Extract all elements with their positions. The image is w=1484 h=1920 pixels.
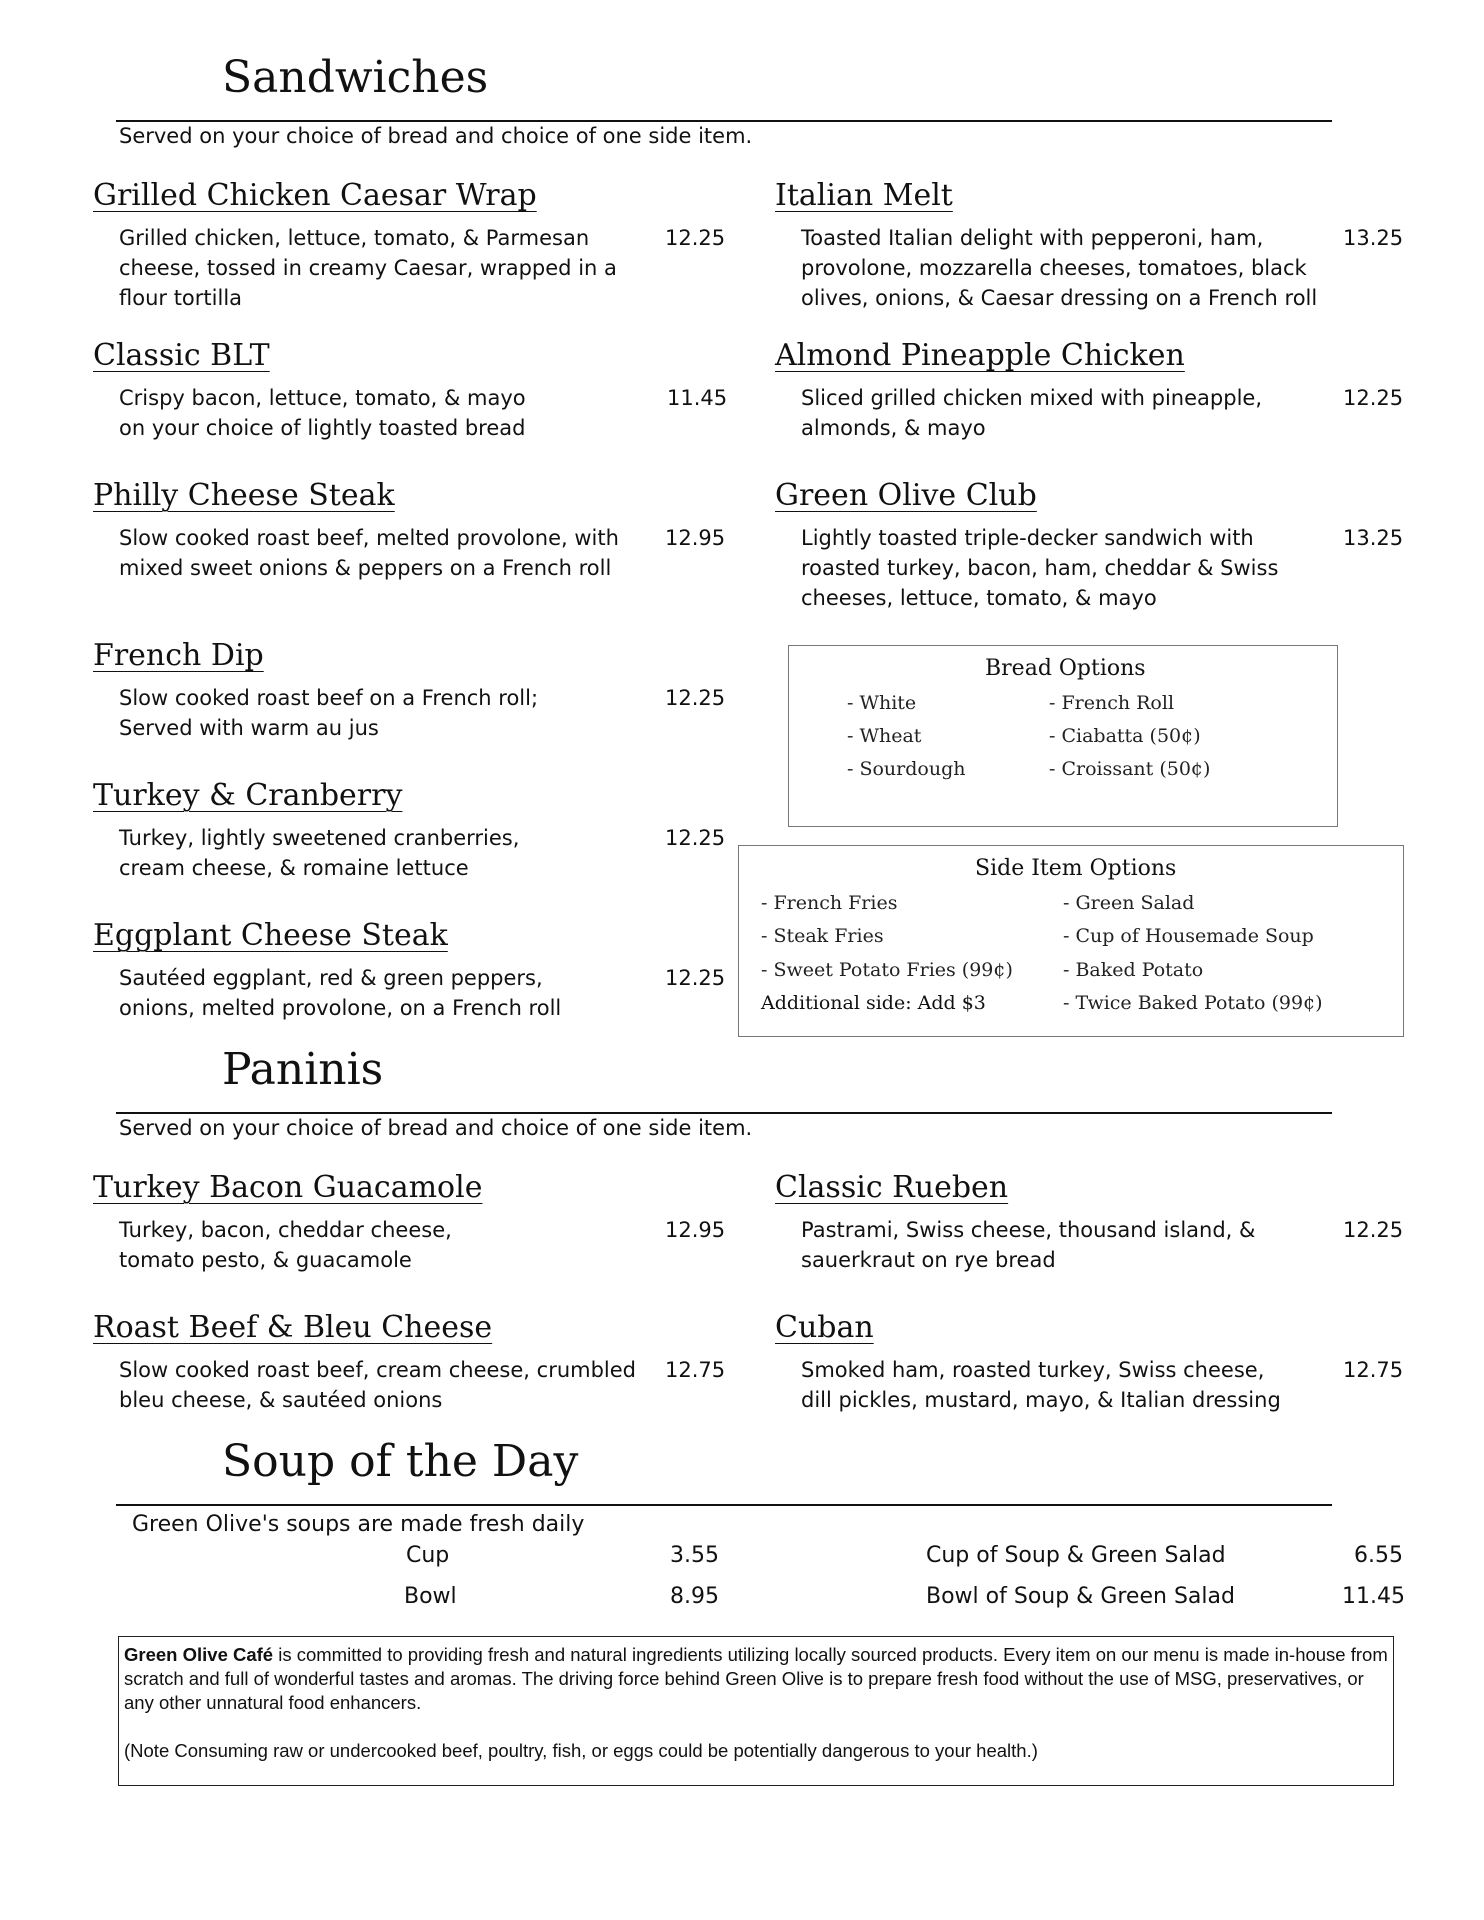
side-option: - Twice Baked Potato (99¢) bbox=[1063, 992, 1323, 1014]
item-price: 13.25 bbox=[1343, 526, 1404, 550]
item-name: Turkey & Cranberry bbox=[93, 778, 403, 813]
item-name: Turkey Bacon Guacamole bbox=[93, 1170, 483, 1205]
soup-bowl-price: 8.95 bbox=[670, 1584, 719, 1609]
soup-bowl-label: Bowl bbox=[404, 1584, 457, 1609]
item-price: 12.25 bbox=[1343, 386, 1404, 410]
item-desc: Slow cooked roast beef, cream cheese, crumbled bleu cheese, & sautéed onions bbox=[119, 1358, 637, 1412]
commitment-text bbox=[124, 1643, 1388, 1715]
item-name: Grilled Chicken Caesar Wrap bbox=[93, 178, 537, 213]
item-desc: Slow cooked roast beef on a French roll; Served with warm au jus bbox=[119, 686, 539, 740]
menu-item bbox=[93, 918, 726, 1023]
brand-name: Green Olive Café bbox=[124, 1644, 274, 1665]
sandwiches-rule bbox=[116, 120, 1332, 122]
item-name: Classic BLT bbox=[93, 338, 270, 373]
item-desc: Grilled chicken, lettuce, tomato, & Parmesan cheese, tossed in creamy Caesar, wrapped in a flour tortilla bbox=[119, 226, 617, 310]
soup-cup-combo-price: 6.55 bbox=[1354, 1543, 1403, 1568]
item-price: 12.25 bbox=[1343, 1218, 1404, 1242]
soup-title: Soup of the Day bbox=[222, 1436, 579, 1487]
item-desc: Smoked ham, roasted turkey, Swiss cheese, dill pickles, mustard, mayo, & Italian dressing bbox=[801, 1358, 1281, 1412]
bread-options-box bbox=[788, 645, 1338, 827]
side-option: - Cup of Housemade Soup bbox=[1063, 925, 1314, 947]
menu-item bbox=[93, 478, 726, 583]
item-name: Eggplant Cheese Steak bbox=[93, 918, 448, 953]
item-name: Philly Cheese Steak bbox=[93, 478, 395, 513]
item-price: 12.25 bbox=[665, 226, 726, 250]
menu-item bbox=[93, 778, 726, 883]
item-desc: Pastrami, Swiss cheese, thousand island, & sauerkraut on rye bread bbox=[801, 1218, 1256, 1272]
menu-item bbox=[775, 1310, 1404, 1415]
item-price: 13.25 bbox=[1343, 226, 1404, 250]
item-desc: Sliced grilled chicken mixed with pineapple, almonds, & mayo bbox=[801, 386, 1262, 440]
bread-option: - White bbox=[847, 692, 917, 714]
sandwiches-title: Sandwiches bbox=[222, 52, 489, 103]
bread-options-title: Bread Options bbox=[985, 656, 1146, 681]
health-note: (Note Consuming raw or undercooked beef, poultry, fish, or eggs could be potentially dangerous to your health.) bbox=[124, 1740, 1038, 1761]
side-option: - Steak Fries bbox=[761, 925, 884, 947]
item-name: French Dip bbox=[93, 638, 264, 673]
bread-option: - Sourdough bbox=[847, 758, 966, 780]
menu-item bbox=[93, 338, 728, 443]
item-desc: Slow cooked roast beef, melted provolone, with mixed sweet onions & peppers on a French roll bbox=[119, 526, 619, 580]
item-desc: Turkey, bacon, cheddar cheese, tomato pesto, & guacamole bbox=[119, 1218, 452, 1272]
item-desc: Turkey, lightly sweetened cranberries, cream cheese, & romaine lettuce bbox=[119, 826, 520, 880]
menu-item bbox=[775, 178, 1404, 313]
bread-option: - Croissant (50¢) bbox=[1049, 758, 1211, 780]
sandwiches-intro: Served on your choice of bread and choice of one side item. bbox=[119, 124, 753, 148]
item-price: 12.95 bbox=[665, 1218, 726, 1242]
menu-item bbox=[775, 1170, 1404, 1275]
item-name: Green Olive Club bbox=[775, 478, 1037, 513]
item-desc: Crispy bacon, lettuce, tomato, & mayo on your choice of lightly toasted bread bbox=[119, 386, 526, 440]
item-price: 12.25 bbox=[665, 966, 726, 990]
soup-bowl-combo-label: Bowl of Soup & Green Salad bbox=[926, 1584, 1235, 1609]
soup-rule bbox=[116, 1504, 1332, 1506]
bread-option: - Wheat bbox=[847, 725, 922, 747]
item-price: 12.25 bbox=[665, 826, 726, 850]
menu-item bbox=[93, 638, 726, 743]
item-desc: Sautéed eggplant, red & green peppers, onions, melted provolone, on a French roll bbox=[119, 966, 562, 1020]
soup-cup-price: 3.55 bbox=[670, 1543, 719, 1568]
menu-item bbox=[93, 1310, 726, 1415]
menu-item bbox=[93, 178, 726, 313]
menu-item bbox=[775, 338, 1404, 443]
item-name: Roast Beef & Bleu Cheese bbox=[93, 1310, 493, 1345]
item-desc: Lightly toasted triple-decker sandwich with roasted turkey, bacon, ham, cheddar & Swiss cheeses, lettuce, tomato, & mayo bbox=[801, 526, 1279, 610]
bread-option: - Ciabatta (50¢) bbox=[1049, 725, 1201, 747]
item-name: Italian Melt bbox=[775, 178, 953, 213]
side-option: - Baked Potato bbox=[1063, 959, 1204, 981]
bread-option: - French Roll bbox=[1049, 692, 1175, 714]
item-price: 12.25 bbox=[665, 686, 726, 710]
side-options-title: Side Item Options bbox=[975, 856, 1177, 881]
item-price: 12.75 bbox=[1343, 1358, 1404, 1382]
menu-item bbox=[775, 478, 1404, 613]
item-price: 11.45 bbox=[667, 386, 728, 410]
commitment-notice bbox=[118, 1636, 1394, 1786]
item-price: 12.75 bbox=[665, 1358, 726, 1382]
paninis-title: Paninis bbox=[222, 1044, 384, 1095]
side-option-additional: Additional side: Add $3 bbox=[761, 992, 986, 1014]
side-option: - Green Salad bbox=[1063, 892, 1195, 914]
menu-item bbox=[93, 1170, 726, 1275]
item-name: Cuban bbox=[775, 1310, 874, 1345]
item-name: Classic Rueben bbox=[775, 1170, 1009, 1205]
soup-cup-label: Cup bbox=[406, 1543, 450, 1568]
commitment-body: is committed to providing fresh and natural ingredients utilizing locally sourced products. Every item on our menu is made in-house from scratch and full of wonderful tastes and aromas. The driving force behind Green Olive is to prepare fresh food without the use of MSG, preservatives, or any other unnatural food enhancers. bbox=[124, 1644, 1388, 1713]
side-options-box bbox=[738, 845, 1404, 1037]
side-option: - Sweet Potato Fries (99¢) bbox=[761, 959, 1013, 981]
item-desc: Toasted Italian delight with pepperoni, ham, provolone, mozzarella cheeses, tomatoes, black olives, onions, & Caesar dressing on a French roll bbox=[801, 226, 1318, 310]
paninis-rule bbox=[116, 1112, 1332, 1114]
item-name: Almond Pineapple Chicken bbox=[775, 338, 1185, 373]
item-price: 12.95 bbox=[665, 526, 726, 550]
side-option: - French Fries bbox=[761, 892, 898, 914]
soup-cup-combo-label: Cup of Soup & Green Salad bbox=[926, 1543, 1226, 1568]
paninis-intro: Served on your choice of bread and choice of one side item. bbox=[119, 1116, 753, 1140]
soup-bowl-combo-price: 11.45 bbox=[1342, 1584, 1405, 1609]
soup-intro: Green Olive's soups are made fresh daily bbox=[132, 1512, 585, 1537]
